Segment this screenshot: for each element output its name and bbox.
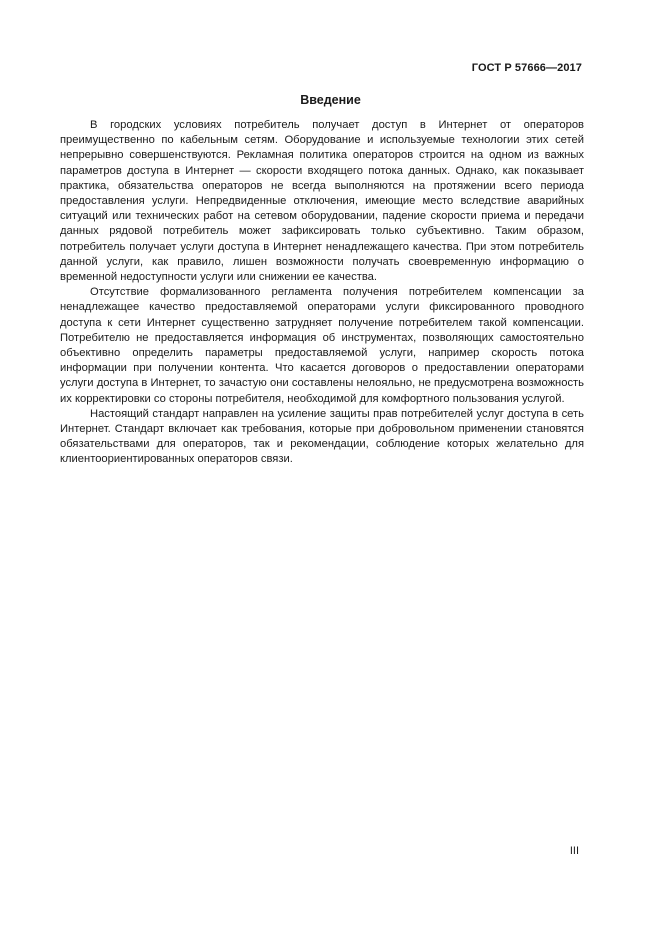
paragraph-1: В городских условиях потребитель получает доступ в Интернет от операторов преимущественно по кабельным сетям. Оборудование и используемые технологии этих сетей непрерывно совершенствуются. Рекламная политика операторов строится на одном из важных параметров доступа в Интернет — скорости входящего потока данных. Однако, как показывает практика, обязательства операторов не всегда выполняются на протяжении всего периода предоставления услуги. Непредвиденные отключения, имеющие место вследствие аварийных ситуаций или технических работ на сетевом оборудовании, падение скорости приема и передачи данных рядовой потребитель может зафиксировать только субъективно. Таким образом, потребитель получает услуги доступа в Интернет ненадлежащего качества. При этом потребитель данной услуги, как правило, лишен возможности получать своевременную информацию о временной недоступности услуги или снижении ее качества. <box>60 119 584 284</box>
section-body <box>60 118 584 468</box>
paragraph-2: Отсутствие формализованного регламента получения потребителем компенсации за ненадлежащее качество предоставляемой операторами услуги фиксированного проводного доступа к сети Интернет существенно затрудняет получение потребителем такой компенсации. Потребителю не предоставляется информация об инструментах, позволяющих самостоятельно объективно определить параметры предоставляемой услуги, например скорость потока информации при получении контента. Что касается договоров о предоставлении операторами услуги доступа в Интернет, то зачастую они составлены нелояльно, не предусмотрена возможность их корректировки со стороны потребителя, необходимой для комфортного пользования услугой. <box>60 286 584 405</box>
document-code: ГОСТ Р 57666—2017 <box>471 62 582 74</box>
page-number: III <box>569 845 579 857</box>
section-title: Введение <box>300 93 361 107</box>
paragraph-3: Настоящий стандарт направлен на усиление защиты прав потребителей услуг доступа в сеть Интернет. Стандарт включает как требования, которые при добровольном применении становятся обязательствами для операторов, так и рекомендации, соблюдение которых желательно для клиентоориентированных операторов связи. <box>60 407 584 466</box>
